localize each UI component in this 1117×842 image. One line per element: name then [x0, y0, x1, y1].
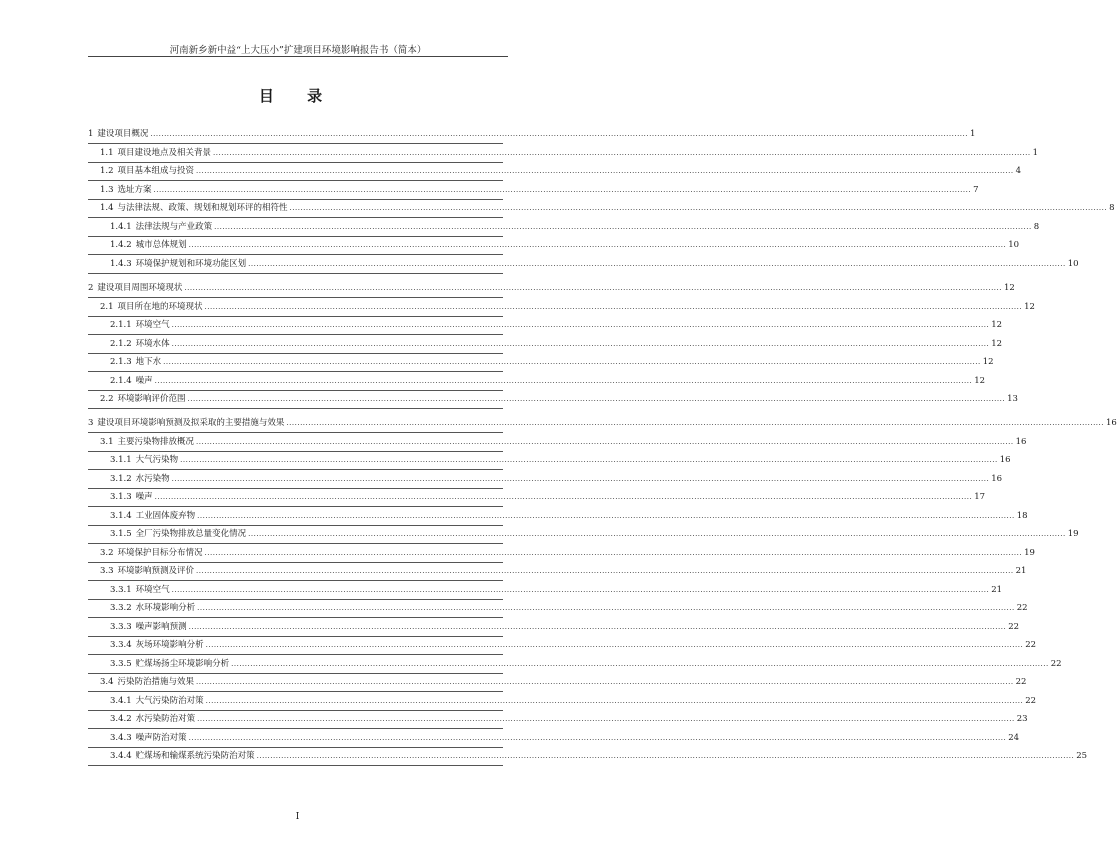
toc-entry-title: 污染防治措施与效果 — [117, 677, 195, 688]
running-header: 河南新乡新中益“上大压小”扩建项目环境影响报告书（简本） — [169, 45, 427, 56]
toc-dot-leader: ............................................................................................................................................................................................................................................................................................................ — [204, 548, 1023, 557]
toc-entry-page: 8 — [1109, 203, 1115, 214]
toc-dot-leader: ............................................................................................................................................................................................................................................................................................................ — [163, 358, 981, 367]
toc-entry-page: 21 — [1015, 566, 1027, 577]
toc-dot-leader: ............................................................................................................................................................................................................................................................................................................ — [286, 419, 1104, 428]
toc-entry[interactable] — [88, 489, 986, 508]
toc-dot-leader: ............................................................................................................................................................................................................................................................................................................ — [171, 585, 990, 594]
toc-entry-number: 2.1.2 — [110, 338, 132, 349]
toc-entry-page: 22 — [1025, 695, 1037, 706]
toc-entry[interactable] — [88, 470, 1003, 489]
toc-entry-title: 主要污染物排放概况 — [117, 436, 195, 447]
toc-entry[interactable] — [88, 507, 1028, 526]
toc-entry-page: 10 — [1067, 258, 1079, 269]
toc-entry-title: 噪声 — [135, 492, 153, 503]
toc-entry-page: 12 — [1003, 283, 1015, 294]
toc-entry-title: 城市总体规划 — [135, 240, 187, 251]
toc-dot-leader: ............................................................................................................................................................................................................................................................................................................ — [197, 511, 1015, 520]
toc-entry[interactable] — [88, 433, 1027, 452]
toc-entry[interactable] — [88, 409, 1117, 433]
toc-entry-number: 3.1.3 — [110, 492, 132, 503]
toc-entry[interactable] — [88, 372, 986, 391]
toc-dot-leader: ............................................................................................................................................................................................................................................................................................................ — [248, 259, 1066, 268]
toc-dot-leader: ............................................................................................................................................................................................................................................................................................................ — [248, 530, 1066, 539]
toc-entry-page: 22 — [1008, 621, 1020, 632]
toc-dot-leader: ............................................................................................................................................................................................................................................................................................................ — [171, 321, 990, 330]
toc-entry[interactable] — [88, 674, 1027, 693]
toc-dot-leader: ............................................................................................................................................................................................................................................................................................................ — [205, 696, 1024, 705]
toc-entry-title: 大气污染物 — [135, 455, 179, 466]
toc-entry-title: 建设项目周围环境现状 — [97, 283, 183, 294]
toc-entry-title: 项目所在地的环境现状 — [117, 301, 203, 312]
toc-entry-number: 2.1 — [100, 301, 114, 312]
toc-entry-number: 1.1 — [100, 147, 114, 158]
toc-entry-number: 3.3 — [100, 566, 114, 577]
toc-entry-number: 3.1.5 — [110, 529, 132, 540]
toc-entry-page: 22 — [1025, 640, 1037, 651]
toc-entry-page: 12 — [982, 357, 994, 368]
toc-entry-title: 环境影响预测及评价 — [117, 566, 195, 577]
toc-entry-title: 项目建设地点及相关背景 — [117, 147, 212, 158]
toc-entry[interactable] — [88, 274, 1015, 298]
toc-dot-leader: ............................................................................................................................................................................................................................................................................................................ — [289, 204, 1108, 213]
toc-entry[interactable] — [88, 600, 1028, 619]
toc-entry-page: 12 — [1024, 301, 1035, 312]
toc-entry-number: 3.4.2 — [110, 714, 132, 725]
toc-dot-leader: ............................................................................................................................................................................................................................................................................................................ — [184, 284, 1002, 293]
toc-entry-page: 1 — [1032, 147, 1038, 158]
header-rule — [88, 56, 508, 57]
toc-entry-title: 选址方案 — [117, 184, 152, 195]
toc-dot-leader: ............................................................................................................................................................................................................................................................................................................ — [188, 622, 1007, 631]
toc-entry-page: 22 — [1015, 677, 1027, 688]
toc-dot-leader: ............................................................................................................................................................................................................................................................................................................ — [171, 474, 990, 483]
toc-entry-title: 噪声影响预测 — [135, 621, 187, 632]
toc-dot-leader: ............................................................................................................................................................................................................................................................................................................ — [196, 678, 1014, 687]
toc-entry-page: 12 — [974, 375, 986, 386]
toc-entry-page: 1 — [969, 129, 976, 140]
toc-dot-leader: ............................................................................................................................................................................................................................................................................................................ — [196, 567, 1014, 576]
toc-entry-number: 3.3.3 — [110, 621, 132, 632]
toc-dot-leader: ............................................................................................................................................................................................................................................................................................................ — [153, 185, 972, 194]
toc-entry-number: 3.3.4 — [110, 640, 132, 651]
toc-entry-number: 1.2 — [100, 166, 114, 177]
toc-entry-page: 19 — [1024, 547, 1035, 558]
toc-entry-page: 17 — [974, 492, 986, 503]
toc-entry-title: 贮煤场和输煤系统污染防治对策 — [135, 751, 255, 762]
toc-entry-title: 建设项目概况 — [97, 129, 149, 140]
toc-entry-title: 与法律法规、政策、规划和规划环评的相符性 — [117, 203, 288, 214]
toc-entry-title: 地下水 — [135, 357, 162, 368]
toc-entry-title: 工业固体废弃物 — [135, 510, 196, 521]
toc-entry-title: 环境空气 — [135, 584, 170, 595]
toc-dot-leader: ............................................................................................................................................................................................................................................................................................................ — [205, 641, 1024, 650]
toc-dot-leader: ............................................................................................................................................................................................................................................................................................................ — [187, 395, 1006, 404]
toc-entry-title: 项目基本组成与投资 — [117, 166, 195, 177]
toc-entry-number: 2.2 — [100, 394, 114, 405]
toc-entry[interactable] — [88, 335, 1003, 354]
toc-entry[interactable] — [88, 391, 1018, 410]
toc-entry-number: 3.3.1 — [110, 584, 132, 595]
toc-entry-page: 18 — [1016, 510, 1028, 521]
toc-entry-page: 16 — [991, 473, 1003, 484]
toc-entry-number: 1.4 — [100, 203, 114, 214]
toc-entry-number: 3.3.5 — [110, 658, 132, 669]
toc-entry-number: 1.4.2 — [110, 240, 132, 251]
toc-entry[interactable] — [88, 452, 1011, 471]
toc-entry[interactable] — [88, 218, 1040, 237]
toc-entry-number: 2.1.3 — [110, 357, 132, 368]
toc-entry-title: 环境影响评价范围 — [117, 394, 186, 405]
toc-entry[interactable] — [88, 317, 1003, 336]
toc-entry[interactable] — [88, 581, 1003, 600]
toc-entry-page: 16 — [999, 455, 1011, 466]
toc-entry-page: 8 — [1033, 221, 1040, 232]
toc-entry-number: 2 — [88, 283, 94, 294]
toc-entry-title: 建设项目环境影响预测及拟采取的主要措施与效果 — [97, 418, 285, 429]
toc-entry-page: 16 — [1015, 436, 1027, 447]
toc-entry[interactable] — [88, 237, 1020, 256]
toc-entry-title: 法律法规与产业政策 — [135, 221, 213, 232]
toc-entry-number: 3.1.2 — [110, 473, 132, 484]
toc-entry[interactable] — [88, 748, 1088, 767]
toc-entry-page: 22 — [1016, 603, 1028, 614]
toc-dot-leader: ............................................................................................................................................................................................................................................................................................................ — [196, 167, 1014, 176]
toc-entry[interactable] — [88, 711, 1028, 730]
toc-entry[interactable] — [88, 120, 976, 144]
toc-dot-leader: ............................................................................................................................................................................................................................................................................................................ — [171, 339, 990, 348]
toc-dot-leader: ............................................................................................................................................................................................................................................................................................................ — [150, 130, 968, 139]
toc-entry-page: 16 — [1105, 418, 1117, 429]
toc-entry-title: 噪声 — [135, 375, 153, 386]
toc-entry[interactable] — [88, 563, 1027, 582]
toc-entry[interactable] — [88, 181, 979, 200]
toc-dot-leader: ............................................................................................................................................................................................................................................................................................................ — [197, 715, 1015, 724]
page-title: 目 录 — [258, 87, 337, 105]
toc-entry-page: 19 — [1067, 529, 1079, 540]
toc-entry[interactable] — [88, 144, 1038, 163]
toc-entry-number: 3.4.1 — [110, 695, 132, 706]
toc-dot-leader: ............................................................................................................................................................................................................................................................................................................ — [188, 241, 1007, 250]
page-number: I — [295, 812, 300, 822]
toc-entry[interactable] — [88, 354, 994, 373]
toc-entry[interactable] — [88, 255, 1079, 274]
toc-entry-title: 水污染物 — [135, 473, 170, 484]
toc-entry-page: 25 — [1076, 751, 1088, 762]
toc-entry-page: 21 — [991, 584, 1003, 595]
toc-entry-number: 3.1 — [100, 436, 114, 447]
toc-entry-title: 噪声防治对策 — [135, 732, 187, 743]
toc-entry-page: 13 — [1007, 394, 1018, 405]
toc-entry[interactable] — [88, 729, 1020, 748]
toc-entry-number: 2.1.1 — [110, 320, 132, 331]
toc-entry[interactable] — [88, 163, 1021, 182]
toc-entry-title: 全厂污染物排放总量变化情况 — [135, 529, 247, 540]
toc-entry-title: 环境保护规划和环境功能区划 — [135, 258, 247, 269]
toc-entry-title: 环境空气 — [135, 320, 170, 331]
toc-entry-page: 7 — [973, 184, 979, 195]
toc-entry-number: 3.4.4 — [110, 751, 132, 762]
toc-entry-page: 22 — [1050, 658, 1062, 669]
toc-dot-leader: ............................................................................................................................................................................................................................................................................................................ — [231, 659, 1049, 668]
toc-entry-number: 3.4 — [100, 677, 114, 688]
toc-dot-leader: ............................................................................................................................................................................................................................................................................................................ — [213, 148, 1031, 157]
toc-entry-page: 23 — [1016, 714, 1028, 725]
toc-entry-page: 24 — [1008, 732, 1020, 743]
toc-entry-title: 环境水体 — [135, 338, 170, 349]
toc-entry-title: 大气污染防治对策 — [135, 695, 204, 706]
toc-entry[interactable] — [88, 544, 1035, 563]
toc-entry[interactable] — [88, 655, 1062, 674]
toc-entry-number: 3.1.1 — [110, 455, 132, 466]
toc-entry-page: 10 — [1008, 240, 1020, 251]
toc-entry-title: 灰场环境影响分析 — [135, 640, 204, 651]
toc-entry-title: 水环境影响分析 — [135, 603, 196, 614]
toc-entry-title: 贮煤场扬尘环境影响分析 — [135, 658, 230, 669]
toc-entry[interactable] — [88, 692, 1037, 711]
toc-entry-number: 2.1.4 — [110, 375, 132, 386]
toc-entry[interactable] — [88, 200, 1115, 219]
toc-dot-leader: ............................................................................................................................................................................................................................................................................................................ — [154, 376, 973, 385]
toc-dot-leader: ............................................................................................................................................................................................................................................................................................................ — [188, 733, 1007, 742]
toc-entry-number: 1.3 — [100, 184, 114, 195]
toc-entry-number: 3.4.3 — [110, 732, 132, 743]
toc-entry-title: 水污染防治对策 — [135, 714, 196, 725]
toc-dot-leader: ............................................................................................................................................................................................................................................................................................................ — [154, 493, 973, 502]
toc-entry-number: 3.1.4 — [110, 510, 132, 521]
toc-entry-page: 4 — [1015, 166, 1021, 177]
toc-dot-leader: ............................................................................................................................................................................................................................................................................................................ — [196, 437, 1014, 446]
toc-entry-number: 3.3.2 — [110, 603, 132, 614]
toc-entry-number: 1.4.3 — [110, 258, 132, 269]
toc-entry-number: 3 — [88, 418, 94, 429]
toc-dot-leader: ............................................................................................................................................................................................................................................................................................................ — [197, 604, 1015, 613]
toc-entry[interactable] — [88, 637, 1037, 656]
toc-entry[interactable] — [88, 618, 1020, 637]
toc-entry-page: 12 — [991, 338, 1003, 349]
toc-entry-page: 12 — [991, 320, 1003, 331]
toc-dot-leader: ............................................................................................................................................................................................................................................................................................................ — [256, 752, 1075, 761]
toc-dot-leader: ............................................................................................................................................................................................................................................................................................................ — [214, 222, 1032, 231]
toc-entry[interactable] — [88, 526, 1079, 545]
toc-entry[interactable] — [88, 298, 1035, 317]
toc-entry-title: 环境保护目标分布情况 — [117, 547, 203, 558]
toc-entry-number: 1 — [88, 129, 94, 140]
toc-entry-number: 1.4.1 — [110, 221, 132, 232]
toc-dot-leader: ............................................................................................................................................................................................................................................................................................................ — [204, 302, 1023, 311]
toc-dot-leader: ............................................................................................................................................................................................................................................................................................................ — [180, 456, 998, 465]
toc-entry-number: 3.2 — [100, 547, 114, 558]
table-of-contents — [88, 120, 1117, 766]
